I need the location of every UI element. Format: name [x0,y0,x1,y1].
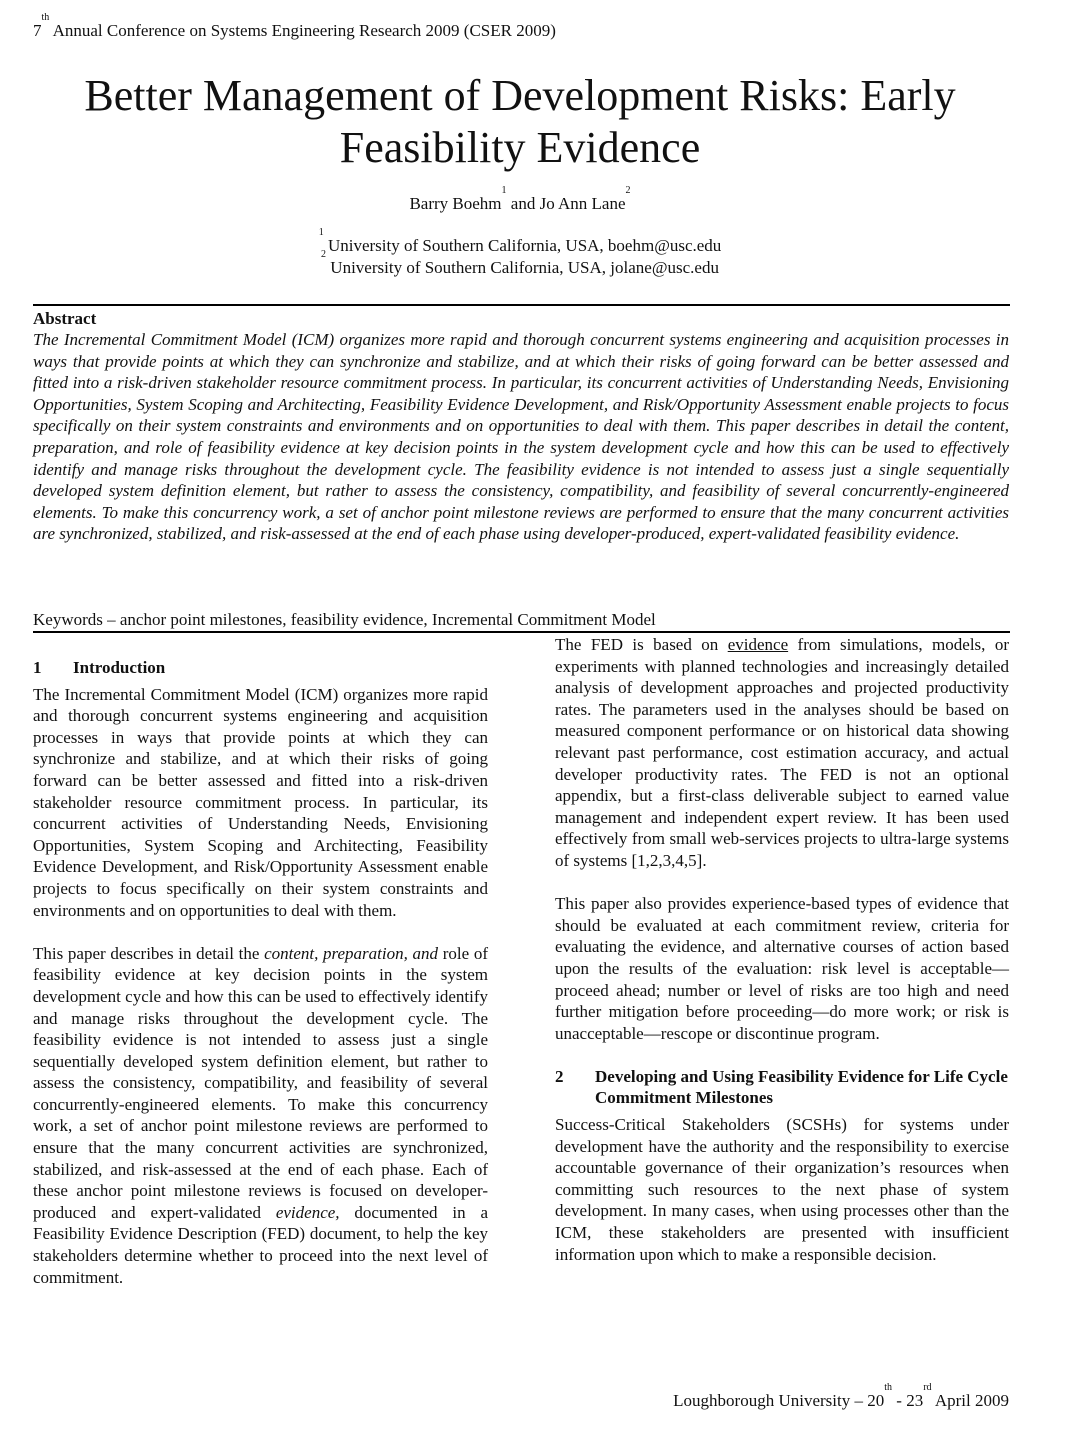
text-run: The FED is based on [555,635,728,654]
paragraph: The Incremental Commitment Model (ICM) organizes more rapid and thorough concurrent systems engineering and acquisition processes in ways that provide points at which they can synchronize and stabilize, and at which their risks of going forward can be better assessed and fitted into a risk-driven stakeholder resource commitment process. In particular, its concurrent activities of Understanding Needs, Envisioning Opportunities, System Scoping and Architecting, Feasibility Evidence Development, and Risk/Opportunity Assessment enable projects to focus specifically on their system constraints and environments and on opportunities to deal with them. [33,684,488,920]
keywords-line: Keywords – anchor point milestones, feasibility evidence, Incremental Commitment Model [33,610,656,629]
abstract-top-rule [33,304,1010,306]
title-line-1: Better Management of Development Risks: Early [84,71,956,120]
affiliation-text: University of Southern California, USA, jolane@usc.edu [326,258,719,277]
ordinal-suffix: rd [923,1382,932,1393]
section-title: Developing and Using Feasibility Evidence for Life Cycle Commitment Milestones [595,1066,1008,1108]
left-column [33,657,488,1288]
text-run: role of feasibility evidence at key decision points in the system development cycle and how this can be used to effectively identify and manage risks throughout the development cycle. The feasibility evidence is not intended to assess just a single sequentially developed system definition element, but rather to assess the consistency, compatibility, and feasibility of several concurrently-engineered elements. To make this concurrency work, a set of anchor point milestone reviews are performed to ensure that the many concurrent activities are synchronized, stabilized, and risk-assessed at the end of each phase. Each of these anchor point milestone reviews is focused on developer-produced and expert-validated [33,943,489,1222]
affiliation-mark: 1 [318,227,324,238]
section-heading-introduction [33,657,488,679]
footer-text: - 23 [892,1391,924,1410]
text-run: from simulations, models, or experiments with planned technologies and increasingly detailed analysis of development approaches and projected productivity rates. The parameters used in the analyses should be based on measured component performance or on historical data showing relevant past performance, cost estimation accuracy, and actual developer productivity rates. The FED is not an optional appendix, but a first-class deliverable subject to earned value management and independent expert review. It has been used effectively from small web-services projects to ultra-large systems of systems [1,2,3,4,5]. [555,635,1009,870]
title-line-2: Feasibility Evidence [339,123,701,172]
page-footer [673,1382,1009,1412]
section-number: 2 [555,1066,564,1086]
section-heading-developing-feasibility-evidence [555,1066,1009,1109]
affiliation-mark: 2 [321,249,327,260]
author-list [0,185,1040,215]
affiliation-line [0,227,1040,257]
paragraph [555,634,1009,872]
ordinal-suffix: th [41,12,50,23]
paragraph: Success-Critical Stakeholders (SCSHs) for systems under development have the authority and the responsibility to exercise accountable governance of their organization’s resources when committing such resources to the next phase of system development. In many cases, when using processes other than the ICM, these stakeholders are presented with insufficient information upon which to make a responsible decision. [555,1115,1009,1264]
ordinal-suffix: th [884,1382,893,1393]
author-joiner: and [506,194,540,213]
right-column [555,634,1009,1265]
author-name: Jo Ann Lane [539,194,626,213]
affiliations [0,227,1040,279]
paragraph [33,943,488,1289]
text-run: This paper describes in detail the [33,943,265,963]
section-title: Introduction [73,658,166,677]
abstract-body: The Incremental Commitment Model (ICM) organizes more rapid and thorough concurrent systems engineering and acquisition processes in ways that provide points at which they can synchronize and stabilize, and at which their risks of going forward can be better assessed and fitted into a risk-driven stakeholder resource commitment process. In particular, its concurrent activities of Understanding Needs, Envisioning Opportunities, System Scoping and Architecting, Feasibility Evidence Development, and Risk/Opportunity Assessment enable projects to focus specifically on their system constraints and environments and on opportunities to deal with them. This paper describes in detail the content, preparation, and role of feasibility evidence at key decision points in the system development cycle and how this can be used to effectively identify and manage risks throughout the development cycle. The feasibility evidence is not intended to assess just a single sequentially developed system definition element, but rather to assess the consistency, compatibility, and feasibility of several concurrently-engineered elements. To make this concurrency work, a set of anchor point milestone reviews are performed to ensure that the many concurrent activities are synchronized, stabilized, and risk-assessed at the end of each phase using developer-produced, expert-validated feasibility evidence. [33,330,1009,544]
section-number: 1 [33,658,42,677]
emphasis: content, preparation, and [264,943,439,963]
footer-text: April 2009 [931,1391,1009,1410]
underlined-term: evidence [727,635,789,654]
affiliation-text: University of Southern California, USA, boehm@usc.edu [323,236,722,255]
abstract-bottom-rule [33,631,1010,633]
conference-header [33,12,556,42]
affiliation-line [0,249,1040,279]
conference-ordinal: 7 [33,21,42,40]
paper-title [0,70,1040,174]
abstract-heading: Abstract [33,309,97,328]
footer-text: Loughborough University – 20 [673,1391,885,1410]
conference-name: Annual Conference on Systems Engineering Research 2009 (CSER 2009) [49,21,556,40]
author-affiliation-mark: 1 [501,185,507,196]
author-affiliation-mark: 2 [625,185,631,196]
text-run: documented in a Feasibility Evidence Description (FED) document, to help the key stakeholders determine whether to proceed into the next level of commitment. [33,1202,488,1287]
author-name: Barry Boehm [409,194,502,213]
emphasis: evidence, [275,1202,340,1222]
paragraph: This paper also provides experience-based types of evidence that should be evaluated at each commitment review, criteria for evaluating the evidence, and alternative courses of action based upon the results of the evaluation: risk level is acceptable—proceed ahead; number or level of risks are too high and need further mitigation before proceeding—do more work; or risk is unacceptable—rescope or discontinue program. [555,894,1009,1043]
